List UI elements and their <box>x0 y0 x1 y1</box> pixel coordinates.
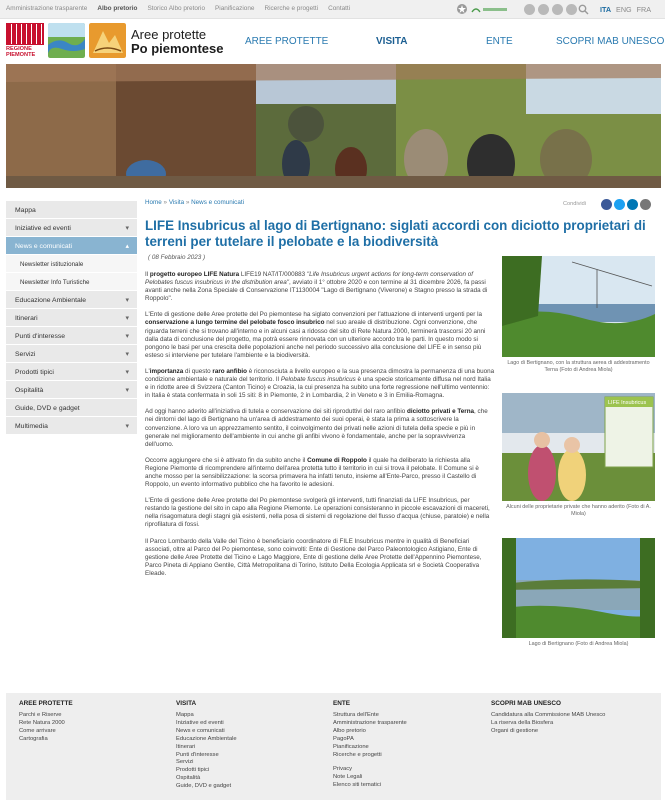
footer-link[interactable]: Cartografia <box>19 735 48 742</box>
footer-col-ente <box>333 700 407 790</box>
photo-caption: Alcuni delle proprietarie private che hanno aderito (Foto di A. Miola) <box>506 504 651 517</box>
article-paragraph <box>145 271 495 303</box>
section-sidebar <box>6 201 137 435</box>
article-italic: Pelobate fuscus insubricus <box>280 376 356 384</box>
chevron-down-icon[interactable]: ▾ <box>125 423 129 430</box>
footer-link[interactable]: Elenco siti tematici <box>333 782 382 789</box>
chevron-down-icon[interactable]: ▾ <box>125 297 129 304</box>
chevron-down-icon[interactable]: ▾ <box>125 315 129 322</box>
sidebar-item-label: Prodotti tipici <box>15 369 54 376</box>
breadcrumb-separator: » <box>185 199 192 206</box>
sidebar-item-educazione[interactable] <box>6 291 137 309</box>
footer-link[interactable]: Punti d'interesse <box>176 751 219 758</box>
article-text: L' <box>145 367 150 375</box>
footer-link[interactable]: Servizi <box>176 759 194 766</box>
sidebar-item-servizi[interactable] <box>6 345 137 363</box>
hero-image <box>6 64 661 188</box>
article-paragraph <box>145 311 495 360</box>
article-paragraph <box>145 497 495 529</box>
breadcrumb-visita[interactable]: Visita <box>168 199 185 206</box>
facebook-icon[interactable] <box>524 4 535 15</box>
footer-link[interactable]: Rete Natura 2000 <box>19 719 65 726</box>
article-text: Occorre aggiungere che si è attivato fin da subito anche il <box>145 456 308 464</box>
sidebar-item-ospitalita[interactable] <box>6 381 137 399</box>
utility-bar <box>0 0 665 19</box>
share-buttons <box>601 199 651 210</box>
article-italic: "Life Insubricus urgent actions for long-term conservation of Pelobates fuscus insubricus in the distribution area" <box>145 271 473 287</box>
utility-link-ricerche[interactable]: Ricerche e progetti <box>264 5 319 12</box>
sidebar-item-iniziative[interactable] <box>6 219 137 237</box>
chevron-down-icon[interactable]: ▾ <box>125 387 129 394</box>
nav-visita[interactable]: VISITA <box>376 36 408 47</box>
article-emphasis: raro anfibio <box>212 367 248 375</box>
lang-fra[interactable]: FRA <box>636 5 651 14</box>
article-text: Il Parco Lombardo della Valle del Ticino è beneficiario coordinatore di FILE Insubricus mentre in qualità di Beneficiari associati, oltre al Parco del Po piemontese, sono coinvolti: Ente di Gestione del Parco Paleontologico Astigiano, Ente di gestione delle Aree Protette del Ticino e Lago Maggiore, Ente di gestione delle Aree Protette dell'Appennino Piemontese, Parco Pineta di Appiano Gentile, Città Metropolitana di Torino, Istituto Della Ecologia Applicata srl e Società Cooperativa Eleade. <box>145 537 482 577</box>
footer-link[interactable]: Prodotti tipici <box>176 767 210 774</box>
regione-flag-icon <box>6 23 44 45</box>
footer-link[interactable]: Guide, DVD e gadget <box>176 783 232 790</box>
regione-piemonte-logo[interactable] <box>6 23 44 59</box>
utility-links <box>6 5 350 12</box>
footer-link[interactable]: Come arrivare <box>19 727 56 734</box>
sidebar-item-label: Iniziative ed eventi <box>15 225 71 232</box>
email-icon[interactable] <box>566 4 577 15</box>
photo-caption: Lago di Bertignano (Foto di Andrea Miola) <box>528 641 629 647</box>
nav-aree-protette[interactable]: AREE PROTETTE <box>245 36 329 47</box>
footer-link[interactable]: Ricerche e progetti <box>333 751 382 758</box>
chevron-down-icon[interactable]: ▾ <box>125 351 129 358</box>
chevron-up-icon[interactable]: ▴ <box>125 243 129 250</box>
sidebar-subitem-newsletter-istituzionale[interactable]: Newsletter istituzionale <box>6 255 137 273</box>
footer-link[interactable]: Organi di gestione <box>491 727 539 734</box>
chevron-down-icon[interactable]: ▾ <box>125 369 129 376</box>
footer-link[interactable]: Iniziative ed eventi <box>176 719 224 726</box>
sidebar-item-multimedia[interactable] <box>6 417 137 435</box>
sidebar-item-label: Guide, DVD e gadget <box>15 405 80 412</box>
sidebar-item-itinerari[interactable] <box>6 309 137 327</box>
article-emphasis: diciotto privati e Terna <box>406 408 475 416</box>
article-emphasis: conservazione a lungo termine del pelobate fosco insubrico <box>145 319 325 327</box>
share-email-icon[interactable] <box>640 199 651 210</box>
footer-link[interactable]: Struttura dell'Ente <box>333 712 379 718</box>
footer-link[interactable]: Privacy <box>333 766 353 773</box>
footer-link[interactable]: Itinerari <box>176 743 196 750</box>
footer-link[interactable]: Amministrazione trasparente <box>333 719 407 726</box>
sidebar-item-label: Punti d'interesse <box>15 333 66 340</box>
utility-link-contatti[interactable]: Contatti <box>328 5 351 12</box>
utility-link-pianificazione[interactable]: Pianificazione <box>215 5 255 12</box>
article-text: Ad oggi hanno aderito all'iniziativa di tutela e conservazione dei siti riproduttivi del raro anfibio <box>145 408 407 416</box>
sidebar-item-news[interactable] <box>6 237 137 255</box>
article-paragraph <box>145 538 495 578</box>
breadcrumb-home[interactable]: Home <box>145 199 162 206</box>
brand-line-2[interactable]: Po piemontese <box>131 41 224 56</box>
site-header <box>0 19 665 64</box>
footer-link[interactable]: Mappa <box>176 712 194 718</box>
article-text: L'Ente di gestione delle Aree protette del Po piemontese ha siglato convenzioni per l'attuazione di interventi urgenti per la <box>145 311 483 319</box>
article-emphasis: progetto europeo LIFE Natura <box>149 271 240 278</box>
photo-lago-terna[interactable] <box>502 256 655 357</box>
share-label: Condividi <box>563 201 587 207</box>
breadcrumb-separator: » <box>163 199 169 206</box>
lang-eng[interactable]: ENG <box>616 5 632 14</box>
article-paragraph <box>145 408 495 448</box>
language-switcher <box>600 5 651 14</box>
photo-proprietarie[interactable] <box>502 393 655 501</box>
sidebar-item-label: Servizi <box>15 351 36 358</box>
share-facebook-icon[interactable] <box>601 199 612 210</box>
utility-link-amministrazione[interactable]: Amministrazione trasparente <box>6 5 88 12</box>
utility-link-albo[interactable]: Albo pretorio <box>97 5 138 12</box>
sidebar-item-label: Itinerari <box>15 315 38 322</box>
footer-link[interactable]: Pianificazione <box>333 743 369 750</box>
article-text: è una specie storicamente diffusa nel nord Italia e in ridotte aree di Svizzera (Canton Ticino) e Croazia, la cui presenza ha subito una forte regressione nell'ultimo ventennio: in Italia è stata confermata in soli 15 siti: 8 in Piemonte, 2 in Lombardia, 2 in Veneto e 3 in Emilia-Romagna. <box>145 376 491 400</box>
sidebar-item-label: Educazione Ambientale <box>15 297 87 304</box>
article-text: di questo <box>183 367 213 375</box>
share-twitter-icon[interactable] <box>614 199 625 210</box>
chevron-down-icon[interactable]: ▾ <box>125 225 129 232</box>
photo-lago[interactable] <box>502 538 655 638</box>
regione-label: REGIONE PIEMONTE <box>6 46 36 58</box>
article-title: LIFE Insubricus al lago di Bertignano: siglati accordi con diciotto proprietari di terreni per tutelare il pelobate e la biodiversità <box>145 218 646 249</box>
footer-col-aree <box>19 700 73 744</box>
sidebar-subitem-newsletter-turistiche[interactable]: Newsletter Info Turistiche <box>6 273 137 291</box>
utility-link-storico[interactable]: Storico Albo pretorio <box>147 5 206 12</box>
footer-link[interactable]: Educazione Ambientale <box>176 735 237 742</box>
share-linkedin-icon[interactable] <box>627 199 638 210</box>
lang-ita[interactable]: ITA <box>600 5 612 14</box>
breadcrumb-news[interactable]: News e comunicati <box>191 199 244 206</box>
chevron-down-icon[interactable]: ▾ <box>125 333 129 340</box>
sidebar-item-label: Multimedia <box>15 423 48 430</box>
search-icon[interactable] <box>578 4 589 15</box>
sidebar-item-label: Mappa <box>15 207 36 214</box>
sidebar-item-punti[interactable] <box>6 327 137 345</box>
footer-link[interactable]: Candidatura alla Commissione MAB Unesco <box>491 712 606 718</box>
parco-logo-icon[interactable] <box>89 23 126 58</box>
article-body <box>145 271 495 586</box>
breadcrumb <box>145 199 244 206</box>
brand-line-1[interactable]: Aree protette <box>131 27 207 42</box>
poster-title: LIFE Insubricus <box>608 400 647 406</box>
article-paragraph <box>145 368 495 400</box>
footer-heading[interactable]: ENTE <box>333 700 351 707</box>
article-text: LIFE19 NAT/IT/000883 <box>239 271 307 278</box>
article-text: , che nei dintorni del lago di Bertignano ha un'area di addestramento dei suoi operai, è stata la prima a sottoscrivere la convenzione. A loro va un apprezzamento sentito, il coinvolgimento dei privati nelle azioni di tutela della specie e più in generale nel miglioramento dell'ambiente in cui anche gli anfibi vivono è fondamentale, anche per la sopravvivenza dell'uomo. <box>145 408 488 448</box>
instagram-icon[interactable] <box>552 4 563 15</box>
footer-link[interactable]: News e comunicati <box>176 727 225 734</box>
site-footer <box>6 693 661 800</box>
italiadomani-logo-icon[interactable] <box>470 5 510 14</box>
footer-heading[interactable]: AREE PROTETTE <box>19 700 73 707</box>
nav-ente[interactable]: ENTE <box>486 36 513 47</box>
article-text: il quale ha deliberato la richiesta alla Regione Piemonte di ricomprendere all'interno dell'area protetta tutto il territorio in cui si trova il pelobate. Il Comune si è anche mosso per la sensibilizzazione: la scorsa primavera ha infatti tenuto, insieme all'Ente-Parco, presso il Castello di Roppolo, un evento informativo pubblico che ha favorito le adesioni. <box>145 456 479 489</box>
footer-col-visita <box>176 700 237 791</box>
article-date: ( 08 Febbraio 2023 ) <box>148 254 206 261</box>
article-text: , avviato il 1° ottobre 2020 e con termine al 31 dicembre 2026, fa passi avanti anche nella Zona Speciale di Conservazione IT1130004 "Lago di Bertignano (Viverone) e Stagno presso la strada di Roppolo". <box>145 279 488 303</box>
footer-link[interactable]: Parchi e Riserve <box>19 712 62 718</box>
sidebar-item-prodotti[interactable] <box>6 363 137 381</box>
footer-link[interactable]: Albo pretorio <box>333 727 366 734</box>
po-river-logo-icon[interactable] <box>48 23 85 58</box>
article-text: è riconosciuta a livello europeo e la sua presenza dimostra la permanenza di una buona condizione ambientale e naturale del territorio. Il <box>145 367 495 384</box>
footer-heading[interactable]: VISITA <box>176 700 197 707</box>
italian-republic-emblem-icon[interactable] <box>456 3 468 15</box>
footer-link[interactable]: La riserva della Biosfera <box>491 719 554 726</box>
footer-link[interactable]: Ospitalità <box>176 775 201 782</box>
article-emphasis: Comune di Roppolo <box>307 456 367 464</box>
footer-heading[interactable]: SCOPRI MAB UNESCO <box>491 700 561 707</box>
sidebar-item-label: News e comunicati <box>15 243 73 250</box>
footer-spacer <box>333 759 407 766</box>
footer-col-mab <box>491 700 605 736</box>
article-paragraph <box>145 457 495 489</box>
youtube-icon[interactable] <box>538 4 549 15</box>
article-text: nel suo areale di distribuzione. Ogni convenzione, che riguarda terreni che si trovano all'interno e in alcuni casi a ridosso del sito di Rete Natura 2000, terminerà trascorsi 20 anni dalla data di conclusione del progetto, ma potrà essere rinnovata con un ulteriore accordo tra le parti. In questo modo si pongono le basi per una crescita delle popolazioni anche nel periodo successivo alla conclusione del LIFE e in senso più esteso si interviene per tutelare l'ambiente e la biodiversità. <box>145 319 486 359</box>
sidebar-item-guide[interactable] <box>6 399 137 417</box>
photo-caption: Lago di Bertignano, con la struttura aerea di addestramento Terna (Foto di Andrea Miola) <box>507 360 650 373</box>
article-text: Il <box>145 271 150 278</box>
sidebar-item-label: Ospitalità <box>15 387 44 394</box>
sidebar-item-mappa[interactable] <box>6 201 137 219</box>
article-emphasis: importanza <box>149 367 184 375</box>
nav-scopri-mab[interactable]: SCOPRI MAB UNESCO <box>556 36 665 47</box>
footer-link[interactable]: PagoPA <box>333 735 354 742</box>
footer-link[interactable]: Note Legali <box>333 774 363 781</box>
article-text: L'Ente di gestione delle Aree protette del Po piemontese svolgerà gli interventi, tutti finanziati da LIFE Insubricus, per restando la gestione del sito in capo alla Regione Piemonte. Le operazioni consisteranno in piccole escavazioni di macereti, nella risagomatura degli stagni già esistenti, nella posa di sistemi di regolazione del flusso d'acqua (chiuse, paratoie) e nella riprofilatura di fossi. <box>145 497 490 529</box>
social-links <box>524 4 577 15</box>
